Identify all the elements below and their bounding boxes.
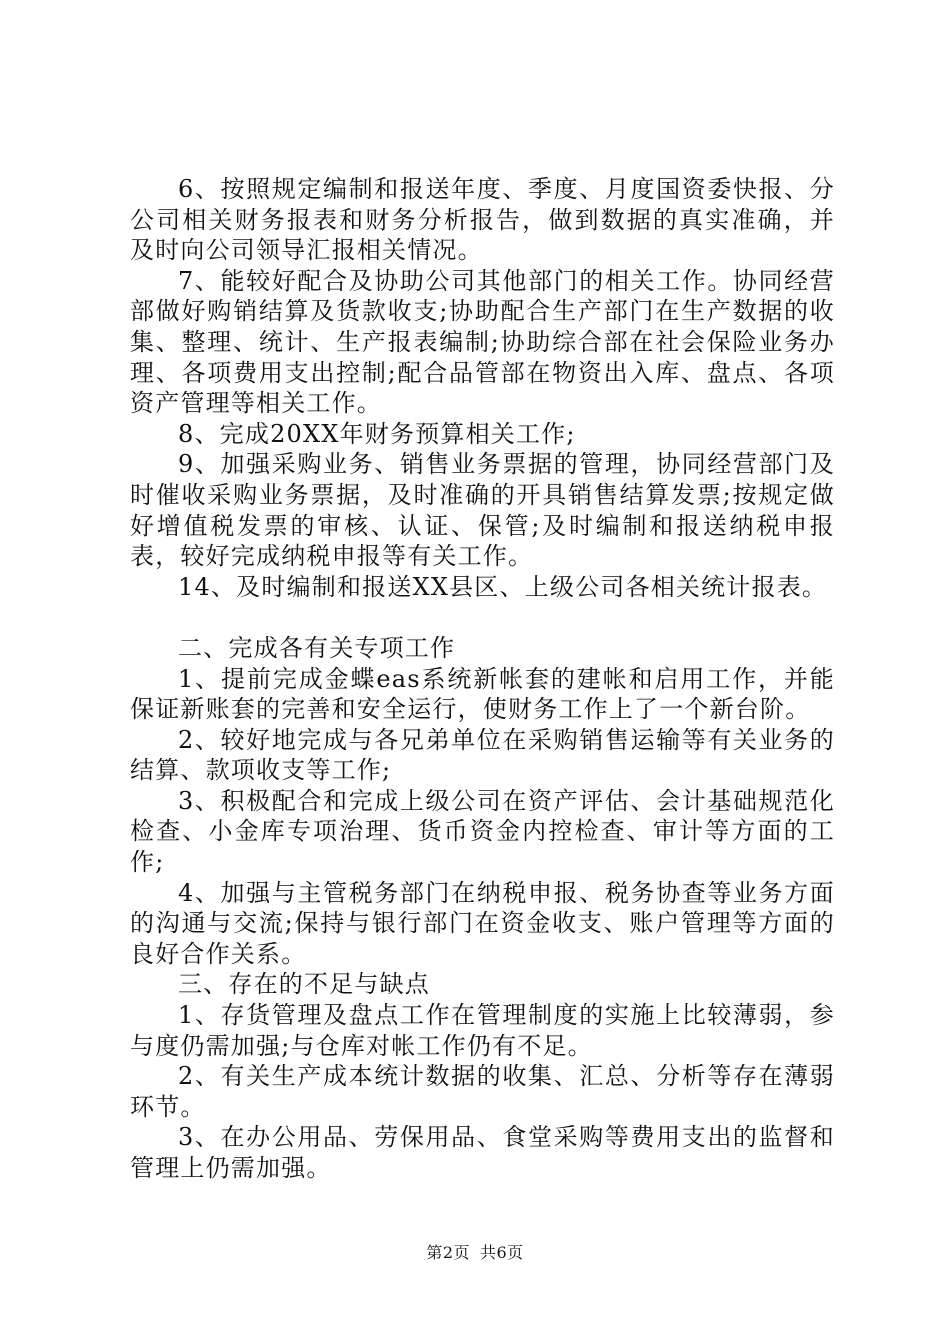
section2-item-2: 2、较好地完成与各兄弟单位在采购销售运输等有关业务的结算、款项收支等工作; (130, 725, 835, 785)
paragraph-14: 14、及时编制和报送XX县区、上级公司各相关统计报表。 (178, 572, 828, 601)
document-body (130, 174, 835, 1184)
paragraph-7: 7、能较好配合及协助公司其他部门的相关工作。协同经营部做好购销结算及货款收支;协助配合生产部门在生产数据的收集、整理、统计、生产报表编制;协助综合部在社会保险业务办理、各项费用支出控制;配合品管部在物资出入库、盘点、各项资产管理等相关工作。 (130, 266, 835, 418)
blank-line (130, 602, 835, 633)
paragraph-6: 6、按照规定编制和报送年度、季度、月度国资委快报、分公司相关财务报表和财务分析报告，做到数据的真实准确，并及时向公司领导汇报相关情况。 (130, 175, 835, 265)
section2-item-1: 1、提前完成金蝶eas系统新帐套的建帐和启用工作，并能保证新账套的完善和安全运行，使财务工作上了一个新台阶。 (130, 664, 835, 724)
section2-item-4: 4、加强与主管税务部门在纳税申报、税务协查等业务方面的沟通与交流;保持与银行部门在资金收支、账户管理等方面的良好合作关系。 (130, 878, 835, 968)
page-number: 第2页 (426, 1243, 470, 1262)
page-footer (0, 1240, 950, 1263)
paragraph-9: 9、加强采购业务、销售业务票据的管理，协同经营部门及时催收采购业务票据，及时准确的开具销售结算发票;按规定做好增值税发票的审核、认证、保管;及时编制和报送纳税申报表，较好完成纳税申报等有关工作。 (130, 450, 835, 571)
section-heading-2: 二、完成各有关专项工作 (178, 633, 456, 662)
section-heading-3: 三、存在的不足与缺点 (178, 970, 430, 999)
section2-item-3: 3、积极配合和完成上级公司在资产评估、会计基础规范化检查、小金库专项治理、货币资金内控检查、审计等方面的工作; (130, 786, 835, 877)
section3-item-1: 1、存货管理及盘点工作在管理制度的实施上比较薄弱，参与度仍需加强;与仓库对帐工作仍有不足。 (130, 1001, 835, 1060)
page-total: 共6页 (480, 1243, 524, 1262)
section3-item-3: 3、在办公用品、劳保用品、食堂采购等费用支出的监督和管理上仍需加强。 (130, 1123, 835, 1182)
section3-item-2: 2、有关生产成本统计数据的收集、汇总、分析等存在薄弱环节。 (130, 1062, 835, 1121)
paragraph-8: 8、完成20XX年财务预算相关工作; (178, 419, 576, 448)
